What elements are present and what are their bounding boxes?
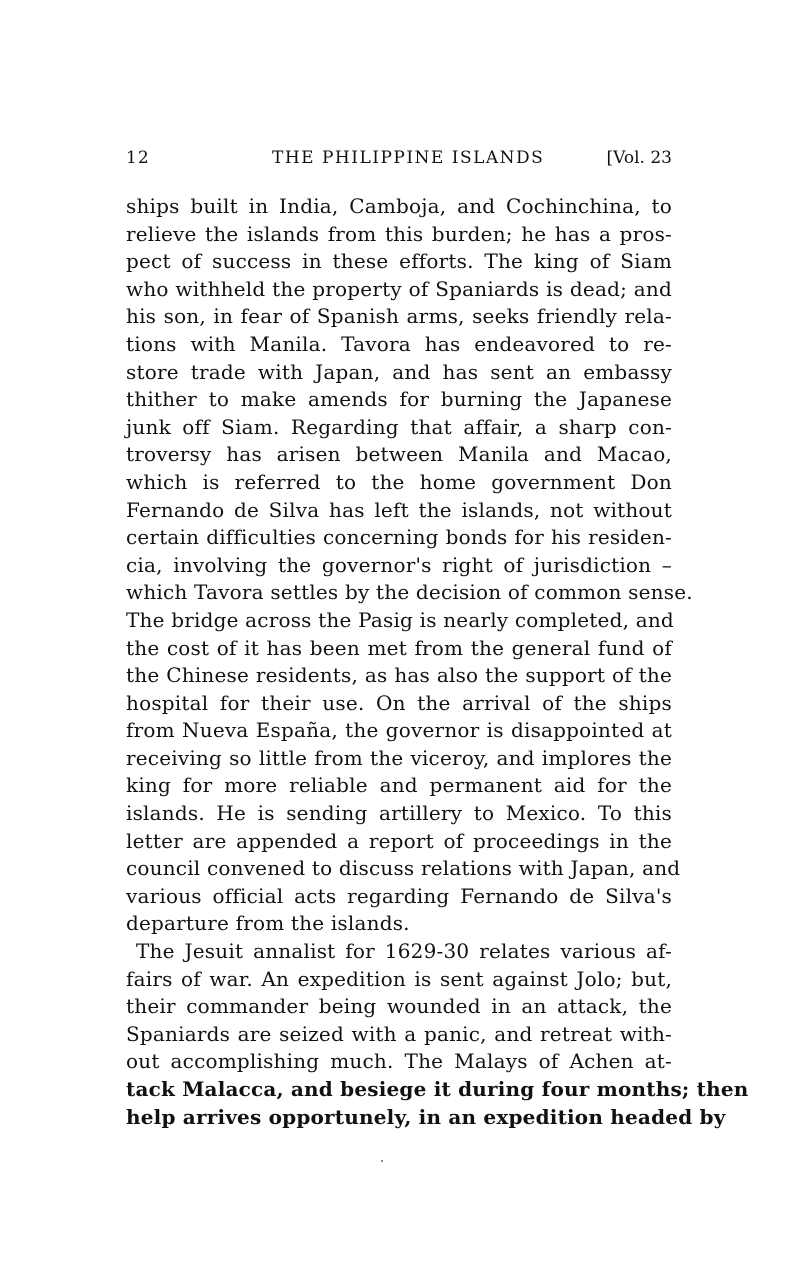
text-line: hospital for their use. On the arrival of the ships [126, 690, 672, 715]
text-line: council convened to discuss relations with Japan, and [126, 856, 681, 881]
body-text [126, 193, 749, 1131]
text-line: pect of success in these efforts. The king of Siam [126, 249, 672, 274]
text-line: fairs of war. An expedition is sent against Jolo; but, [126, 966, 672, 991]
text-line: islands. He is sending artillery to Mexico. To this [126, 801, 672, 826]
text-line: Fernando de Silva has left the islands, not without [126, 497, 672, 522]
text-line: store trade with Japan, and has sent an embassy [126, 359, 672, 384]
text-line: various official acts regarding Fernando de Silva's [126, 883, 672, 908]
print-speck [381, 1160, 383, 1162]
text-line: receiving so little from the viceroy, and implores the [126, 745, 672, 770]
text-line: from Nueva España, the governor is disappointed at [126, 718, 672, 743]
text-line: which Tavora settles by the decision of common sense. [126, 580, 693, 605]
text-line: king for more reliable and permanent aid for the [126, 773, 672, 798]
text-line: help arrives opportunely, in an expedition headed by [126, 1104, 726, 1129]
text-line: which is referred to the home government Don [126, 469, 672, 494]
text-line: the cost of it has been met from the general fund of [126, 635, 672, 660]
text-line: his son, in fear of Spanish arms, seeks friendly rela- [126, 304, 672, 329]
text-line: tions with Manila. Tavora has endeavored to re- [126, 331, 672, 356]
text-line: departure from the islands. [126, 911, 410, 936]
text-line: relieve the islands from this burden; he has a pros- [126, 221, 672, 246]
page-number: 12 [126, 148, 150, 168]
text-line: The bridge across the Pasig is nearly completed, and [126, 607, 674, 632]
volume-label: [Vol. 23 [606, 148, 672, 168]
running-title: THE PHILIPPINE ISLANDS [272, 148, 545, 168]
page-header [126, 148, 672, 174]
text-line: letter are appended a report of proceedings in the [126, 828, 672, 853]
text-line: out accomplishing much. The Malays of Achen at- [126, 1049, 672, 1074]
text-line: the Chinese residents, as has also the support of the [126, 663, 672, 688]
text-line: cia, involving the governor's right of jurisdiction – [126, 552, 672, 577]
text-line: junk off Siam. Regarding that affair, a sharp con- [126, 414, 672, 439]
text-line: who withheld the property of Spaniards is dead; and [126, 276, 672, 301]
text-line: certain difficulties concerning bonds for his residen- [126, 525, 672, 550]
text-line: their commander being wounded in an attack, the [126, 994, 672, 1019]
text-line: tack Malacca, and besiege it during four months; then [126, 1077, 749, 1101]
text-line: troversy has arisen between Manila and Macao, [126, 442, 672, 467]
text-line: Spaniards are seized with a panic, and retreat with- [126, 1021, 672, 1046]
text-line: thither to make amends for burning the Japanese [126, 387, 672, 412]
text-line: ships built in India, Camboja, and Cochinchina, to [126, 194, 672, 218]
paragraph-start-line: The Jesuit annalist for 1629-30 relates various af- [136, 939, 672, 964]
